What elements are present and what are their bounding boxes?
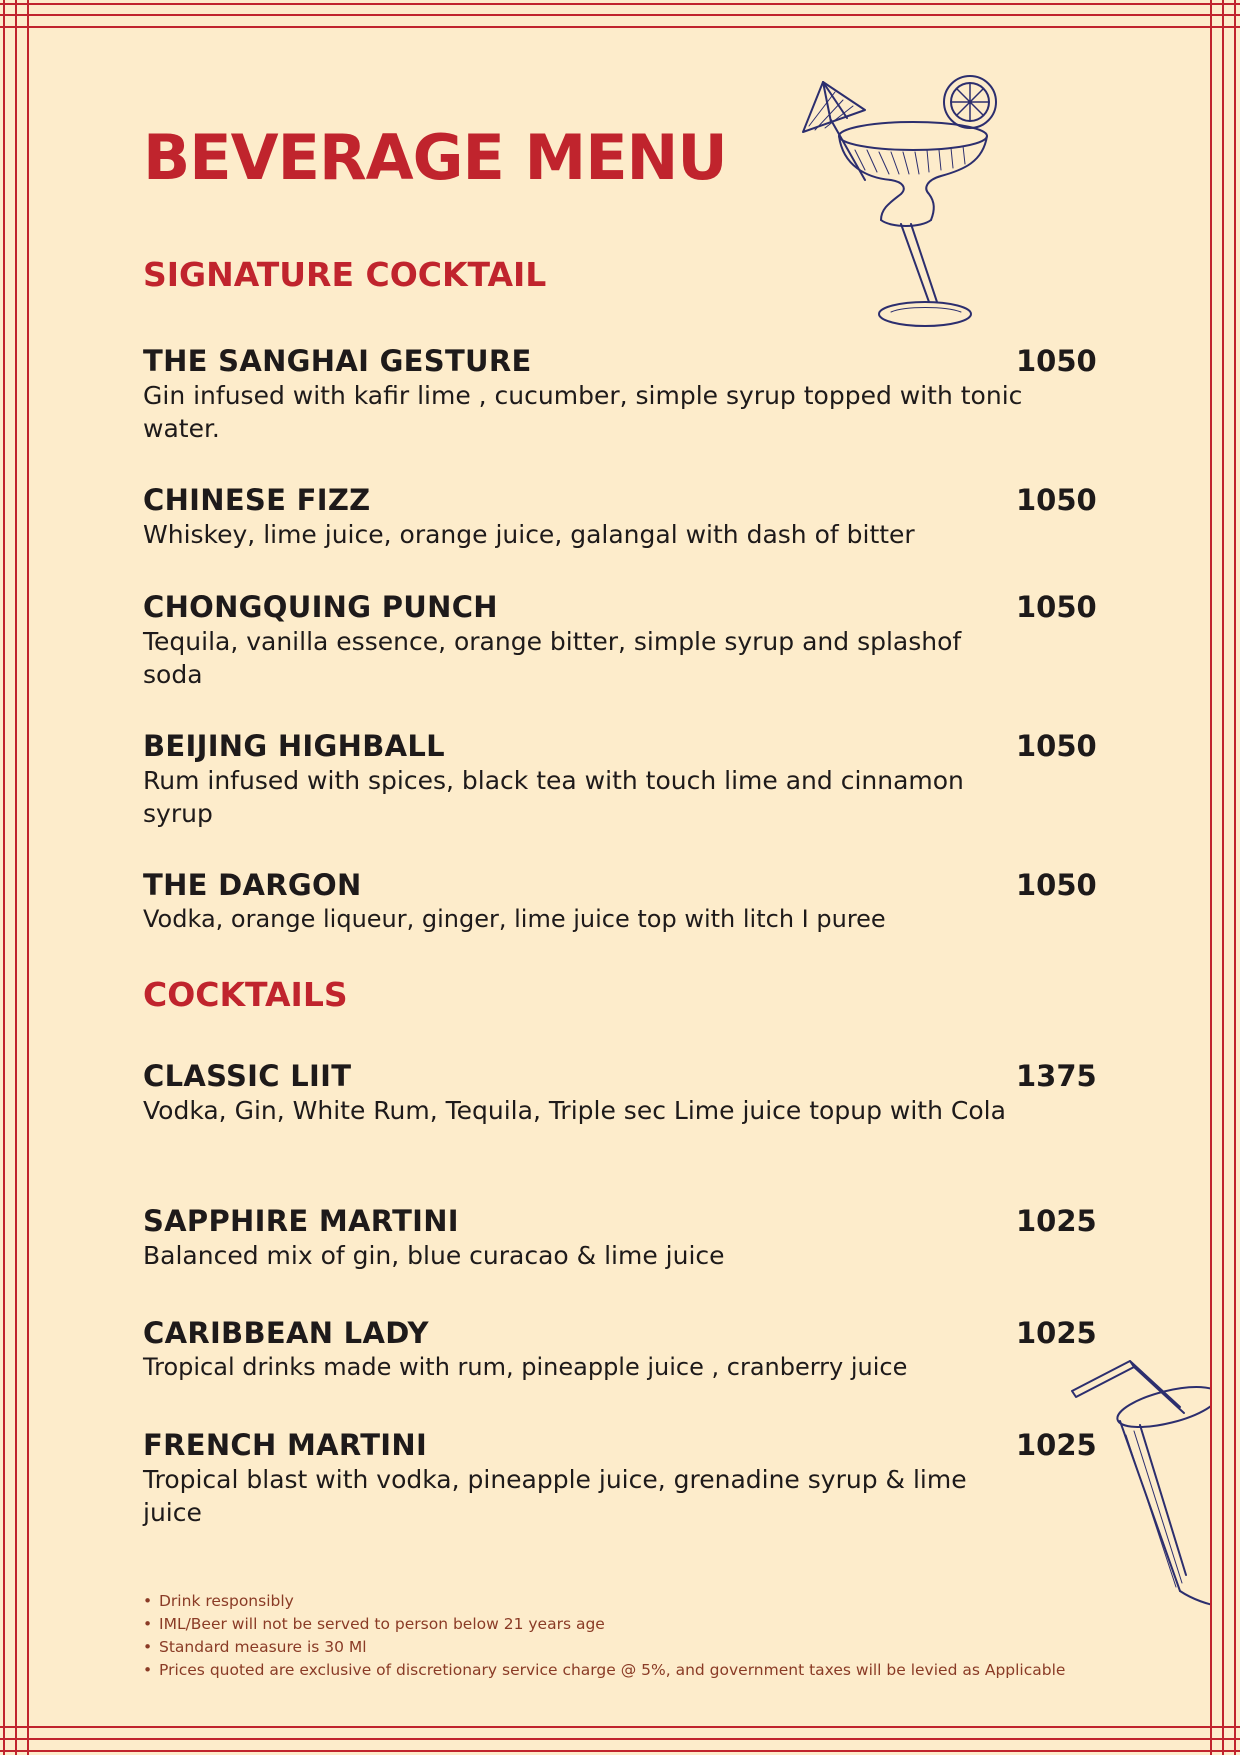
menu-item <box>143 1058 1133 1127</box>
item-price: 1050 <box>1016 729 1097 763</box>
frame-left-line-2 <box>15 0 17 1755</box>
footnote <box>143 1613 1065 1636</box>
frame-right-line-3 <box>1234 0 1236 1755</box>
item-price: 1025 <box>1016 1204 1097 1238</box>
menu-item <box>143 1427 1133 1529</box>
item-description: Balanced mix of gin, blue curacao & lime juice <box>143 1241 725 1270</box>
item-name: CLASSIC LIIT <box>143 1059 352 1093</box>
item-name: CHONGQUING PUNCH <box>143 590 498 624</box>
item-description: Rum infused with spices, black tea with touch lime and cinnamon syrup <box>143 766 964 828</box>
frame-top-line-3 <box>0 26 1240 28</box>
item-name: FRENCH MARTINI <box>143 1428 428 1462</box>
item-description: Gin infused with kafir lime , cucumber, simple syrup topped with tonic water. <box>143 381 1023 443</box>
item-description: Whiskey, lime juice, orange juice, galangal with dash of bitter <box>143 520 915 549</box>
bullet-icon: • <box>143 1615 153 1633</box>
footnote <box>143 1636 1065 1659</box>
menu-item <box>143 1203 1133 1272</box>
item-description: Tropical drinks made with rum, pineapple juice , cranberry juice <box>143 1353 908 1381</box>
item-name: CARIBBEAN LADY <box>143 1316 429 1350</box>
footnote-text: Standard measure is 30 Ml <box>159 1638 367 1656</box>
section-title-signature-cocktail: SIGNATURE COCKTAIL <box>143 255 547 294</box>
item-price: 1025 <box>1016 1316 1097 1350</box>
item-description: Vodka, Gin, White Rum, Tequila, Triple sec Lime juice topup with Cola <box>143 1096 1006 1125</box>
item-price: 1375 <box>1016 1059 1097 1093</box>
item-description: Tequila, vanilla essence, orange bitter, simple syrup and splashof soda <box>143 627 962 689</box>
frame-right-line-2 <box>1222 0 1224 1755</box>
menu-item <box>143 343 1133 445</box>
item-price: 1050 <box>1016 344 1097 378</box>
footnote-text: Drink responsibly <box>159 1592 294 1610</box>
frame-bottom-line-3 <box>0 1750 1240 1752</box>
footnote <box>143 1590 1065 1613</box>
item-name: THE SANGHAI GESTURE <box>143 344 532 378</box>
menu-item <box>143 482 1133 551</box>
page-title: BEVERAGE MENU <box>143 121 727 194</box>
item-price: 1050 <box>1016 483 1097 517</box>
bullet-icon: • <box>143 1638 153 1656</box>
item-name: BEIJING HIGHBALL <box>143 729 445 763</box>
menu-item <box>143 728 1133 830</box>
frame-top-line-2 <box>0 14 1240 16</box>
frame-left-line-3 <box>27 0 29 1755</box>
bullet-icon: • <box>143 1592 153 1610</box>
frame-left-line-1 <box>3 0 5 1755</box>
frame-bottom-line-2 <box>0 1738 1240 1740</box>
section-title-cocktails: COCKTAILS <box>143 975 348 1014</box>
footnote <box>143 1659 1065 1682</box>
item-description: Vodka, orange liqueur, ginger, lime juice top with litch I puree <box>143 905 886 933</box>
item-price: 1050 <box>1016 868 1097 902</box>
frame-top-line-1 <box>0 3 1240 5</box>
frame-bottom-line-1 <box>0 1726 1240 1728</box>
item-name: CHINESE FIZZ <box>143 483 371 517</box>
footnote-text: IML/Beer will not be served to person below 21 years age <box>159 1615 605 1633</box>
bullet-icon: • <box>143 1661 153 1679</box>
menu-item <box>143 1315 1133 1384</box>
menu-item <box>143 589 1133 691</box>
menu-item <box>143 867 1133 936</box>
margarita-glass-illustration <box>795 70 1015 338</box>
footnote-text: Prices quoted are exclusive of discretionary service charge @ 5%, and government taxes will be levied as Applicable <box>159 1661 1066 1679</box>
item-price: 1050 <box>1016 590 1097 624</box>
footnotes <box>143 1590 1065 1682</box>
item-name: THE DARGON <box>143 868 362 902</box>
item-name: SAPPHIRE MARTINI <box>143 1204 459 1238</box>
item-description: Tropical blast with vodka, pineapple juice, grenadine syrup & lime juice <box>143 1465 967 1527</box>
frame-right-line-1 <box>1210 0 1212 1755</box>
item-price: 1025 <box>1016 1428 1097 1462</box>
